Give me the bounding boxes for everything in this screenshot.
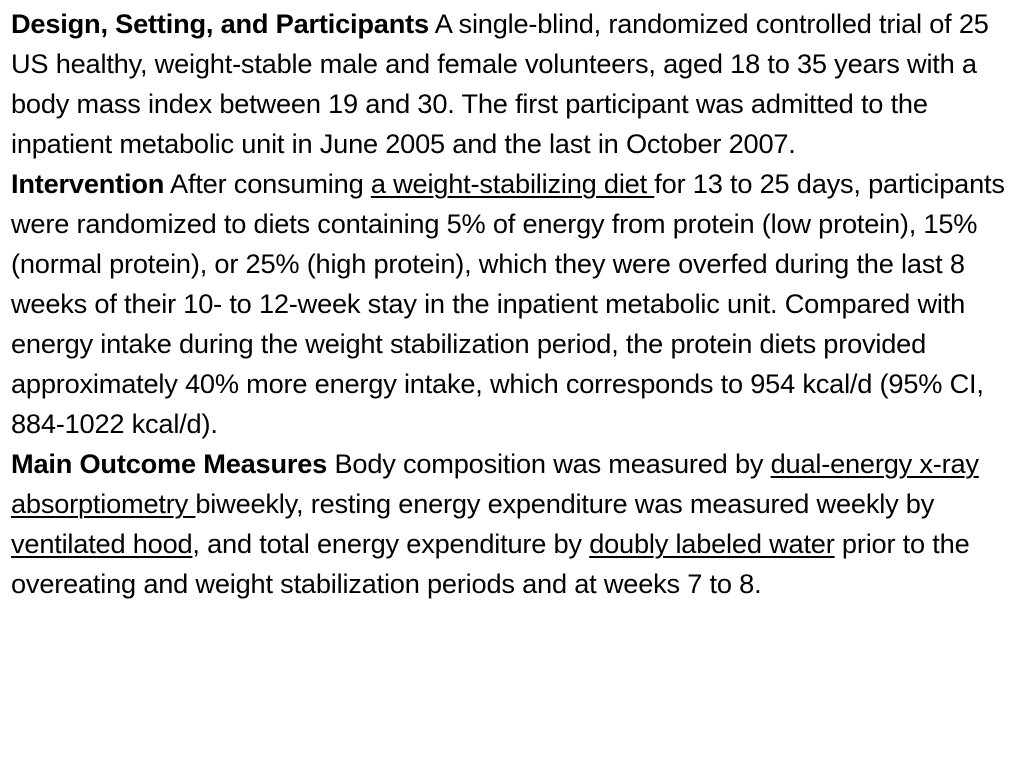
outcomes-text-2: biweekly, resting energy expenditure was measured weekly by <box>195 488 935 519</box>
design-text: A single-blind, randomized controlled trial of 25 US healthy, weight-stable male and female volunteers, aged 18 to 35 years with a body mass index between 19 and 30. The first participant was admitted to the inpatient metabolic unit in June 2005 and the last in October 2007. <box>11 8 989 159</box>
design-paragraph <box>11 4 1016 164</box>
design-heading: Design, Setting, and Participants <box>11 8 429 39</box>
weight-stabilizing-diet-link[interactable]: a weight-stabilizing diet <box>370 168 655 199</box>
outcomes-heading: Main Outcome Measures <box>11 448 328 479</box>
outcomes-text-4: prior to the overeating and weight stabilization periods and at weeks 7 to 8. <box>11 528 970 599</box>
ventilated-hood-link[interactable]: ventilated hood <box>11 528 193 559</box>
doubly-labeled-water-link[interactable]: doubly labeled water <box>589 528 835 559</box>
outcomes-text-1: Body composition was measured by <box>327 448 771 479</box>
intervention-heading: Intervention <box>11 168 165 199</box>
intervention-text-2: for 13 to 25 days, participants were randomized to diets containing 5% of energy from protein (low protein), 15% (normal protein), or 25% (high protein), which they were overfed during the last 8 weeks of their 10- to 12-week stay in the inpatient metabolic unit. Compared with energy intake during the weight stabilization period, the protein diets provided approximately 40% more energy intake, which corresponds to 954 kcal/d (95% CI, 884-1022 kcal/d). <box>11 168 1005 439</box>
intervention-paragraph <box>11 164 1016 444</box>
outcomes-paragraph <box>11 444 1016 604</box>
intervention-text-1: After consuming <box>164 168 371 199</box>
dual-energy-xray-link[interactable]: dual-energy x-ray absorptiometry <box>11 448 979 519</box>
outcomes-text-3: , and total energy expenditure by <box>192 528 590 559</box>
